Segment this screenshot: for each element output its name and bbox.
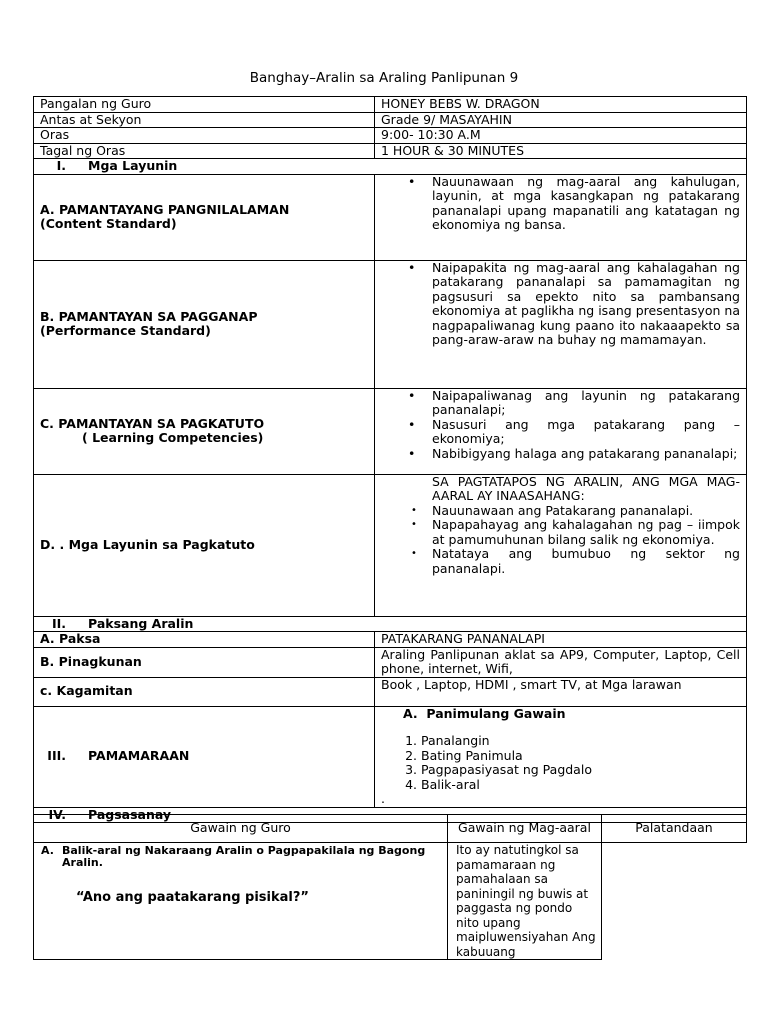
info-label: Pangalan ng Guro <box>34 97 375 113</box>
activity-table <box>33 814 747 960</box>
section-title: Pagsasanay <box>88 807 172 822</box>
performance-standard-row <box>34 260 747 388</box>
section-number: III. <box>47 748 66 764</box>
performance-standard-list <box>381 261 746 348</box>
pinagkunan-value: Araling Panlipunan aklat sa AP9, Computer, Laptop, Cell phone, internet, Wifi, <box>375 647 747 677</box>
panimulang-gawain-heading <box>381 707 746 722</box>
info-value: Grade 9/ MASAYAHIN <box>375 112 747 128</box>
trailing-mark: . <box>381 791 385 806</box>
heading-letter: A. <box>403 706 418 721</box>
content-standard-list <box>381 175 746 233</box>
heading-title: Panimulang Gawain <box>426 706 566 721</box>
info-label: Antas at Sekyon <box>34 112 375 128</box>
paksa-label: A. Paksa <box>34 632 375 648</box>
bullet-item: • Nauunawaan ang Patakarang pananalapi. <box>432 504 740 519</box>
step-item: 3. Pagpapasiyasat ng Pagdalo <box>421 763 746 778</box>
info-row <box>34 97 747 113</box>
guide-question: “Ano ang paatakarang pisikal?” <box>76 890 309 905</box>
header-student: Gawain ng Mag-aaral <box>448 815 602 843</box>
step-item: 2. Bating Panimula <box>421 749 746 764</box>
teacher-activity <box>34 843 447 869</box>
header-teacher: Gawain ng Guro <box>34 815 448 843</box>
kagamitan-label: c. Kagamitan <box>34 677 375 706</box>
learning-competencies-sublabel: ( Learning Competencies) <box>82 430 264 445</box>
activity-text: Balik-aral ng Nakaraang Aralin o Pagpapakilala ng Bagong Aralin. <box>62 844 426 869</box>
info-row <box>34 112 747 128</box>
bullet-item: • Nabibigyang halaga ang patakarang pananalapi; <box>432 447 740 462</box>
lesson-plan-table <box>33 96 747 823</box>
performance-standard-sublabel: (Performance Standard) <box>40 323 211 338</box>
kagamitan-value: Book , Laptop, HDMI , smart TV, at Mga larawan <box>375 677 747 706</box>
document-title: Banghay–Aralin sa Araling Panlipunan 9 <box>249 70 519 86</box>
info-value: HONEY BEBS W. DRAGON <box>375 97 747 113</box>
pinagkunan-row <box>34 647 747 677</box>
bullet-item: • Natataya ang bumubuo ng sektor ng pananalapi. <box>432 547 740 576</box>
info-label: Tagal ng Oras <box>34 143 375 159</box>
section-title: Paksang Aralin <box>88 616 194 631</box>
objectives-intro: SA PAGTATAPOS NG ARALIN, ANG MGA MAG-AARAL AY INAASAHANG: <box>432 474 740 503</box>
paksa-value: PATAKARANG PANANALAPI <box>375 632 747 648</box>
learning-competencies-list <box>381 389 746 462</box>
info-value: 1 HOUR & 30 MINUTES <box>375 143 747 159</box>
info-label: Oras <box>34 128 375 144</box>
info-row <box>34 143 747 159</box>
learning-competencies-row <box>34 388 747 474</box>
learning-objectives-label: D. . Mga Layunin sa Pagkatuto <box>40 536 255 552</box>
content-standard-row <box>34 174 747 260</box>
header-indicator: Palatandaan <box>602 815 747 843</box>
info-value: 9:00- 10:30 A.M <box>375 128 747 144</box>
bullet-item: • Napapahayag ang kahalagahan ng pag – iimpok at pamumuhunan bilang salik ng ekonomiya. <box>432 518 740 547</box>
learning-competencies-label: C. PAMANTAYAN SA PAGKATUTO <box>40 415 265 431</box>
activity-letter: A. <box>41 844 54 857</box>
section-number: I. <box>56 158 66 173</box>
bullet-item: • Nasusuri ang mga patakarang pang – ekonomiya; <box>432 418 740 447</box>
performance-standard-label: B. PAMANTAYAN SA PAGGANAP <box>40 308 258 324</box>
section-header-paksang-aralin <box>34 616 747 632</box>
section-number: IV. <box>48 807 66 822</box>
pinagkunan-label: B. Pinagkunan <box>34 647 375 677</box>
activity-row <box>34 843 747 960</box>
section-title: Mga Layunin <box>88 158 178 173</box>
learning-objectives-row <box>34 474 747 616</box>
section-title: PAMAMARAAN <box>88 748 190 764</box>
student-activity: Ito ay natutingkol sa pamamaraan ng pamahalaan sa paniningil ng buwis at paggasta ng pondo nito upang maipluwensiyahan Ang kabuuang <box>448 843 602 960</box>
kagamitan-row <box>34 677 747 706</box>
activity-header-row <box>34 815 747 843</box>
section-header-layunin <box>34 159 747 175</box>
paksa-row <box>34 632 747 648</box>
bullet-item: • Naipapakita ng mag-aaral ang kahalagahan ng patakarang pananalapi sa pamamagitan ng pagsusuri sa epekto nito sa pambansang ekonomiya at paglikha ng isang presentasyon na nagpapaliwanag kung paano ito nakaaapekto sa pang-araw-araw na buhay ng mamamayan. <box>432 261 740 348</box>
content-standard-label: A. PAMANTAYANG PANGNILALAMAN <box>40 201 290 217</box>
pamamaraan-row <box>34 706 747 807</box>
section-number: II. <box>51 616 66 631</box>
bullet-item: • Nauunawaan ng mag-aaral ang kahulugan, layunin, at mga kasangkapan ng patakarang pananalapi upang mapanatili ang katatagan ng ekonomiya ng bansa. <box>432 175 740 233</box>
step-item: 1. Panalangin <box>421 734 746 749</box>
indicator-cell <box>602 843 747 960</box>
info-row <box>34 128 747 144</box>
content-standard-sublabel: (Content Standard) <box>40 216 177 231</box>
step-item: 4. Balik-aral <box>421 778 746 793</box>
learning-objectives-list <box>381 504 746 577</box>
bullet-item: • Naipapaliwanag ang layunin ng patakarang pananalapi; <box>432 389 740 418</box>
panimulang-gawain-steps <box>381 734 746 792</box>
